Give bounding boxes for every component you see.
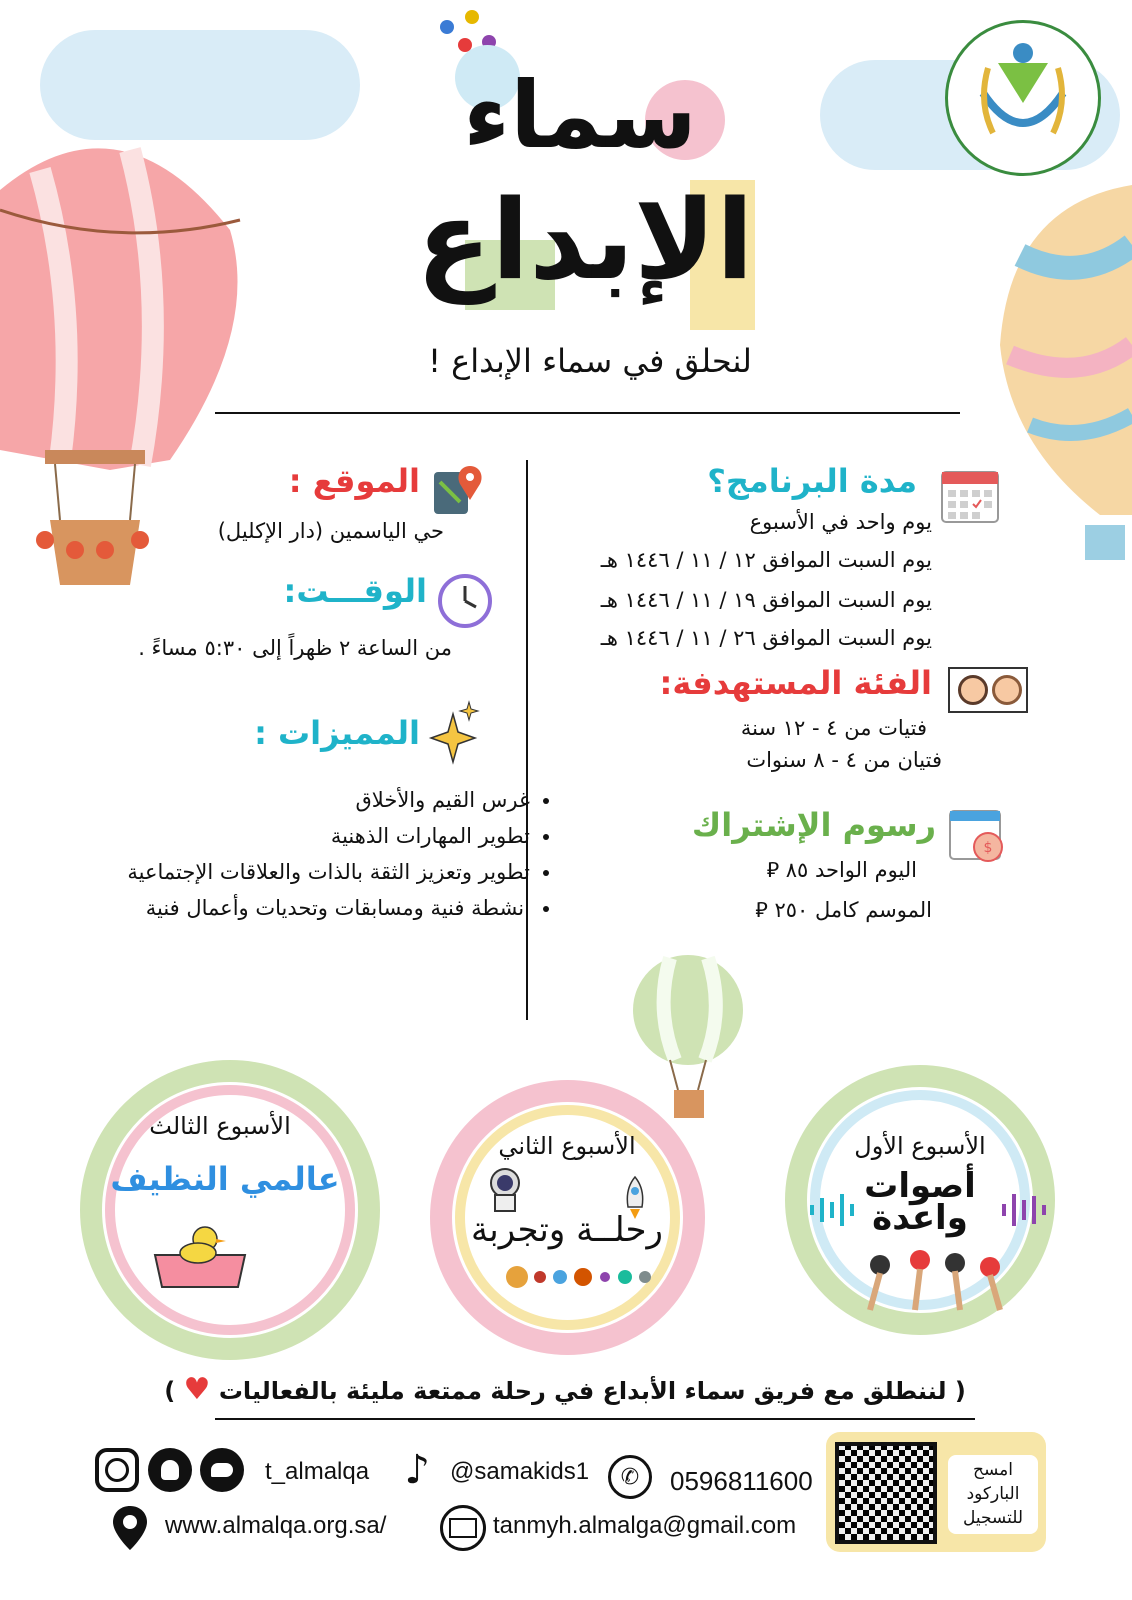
feature-item: • انشطة فنية ومسابقات وتحديات وأعمال فنية — [25, 896, 530, 920]
heart-icon: ♥ — [183, 1372, 211, 1407]
feature-item: • تطوير وتعزيز الثقة بالذات والعلاقات الإجتماعية — [25, 860, 530, 884]
fees-line-2-text: الموسم كامل ٢٥٠ — [774, 898, 932, 922]
week-1-label: الأسبوع الأول — [854, 1132, 986, 1160]
payment-calendar-icon — [948, 805, 1008, 865]
footer-note — [160, 1372, 970, 1407]
qr-code[interactable] — [835, 1442, 937, 1544]
fees-heading: رسوم الإشتراك — [691, 806, 936, 844]
week-3-title: عالمي النظيف — [110, 1160, 340, 1198]
microphones-icon — [855, 1245, 1015, 1315]
features-list — [25, 788, 560, 932]
snapchat-icon[interactable] — [148, 1448, 192, 1492]
week-2-title: رحلــة وتجربة — [471, 1210, 663, 1250]
website-link[interactable]: www.almalqa.org.sa/ — [165, 1512, 387, 1539]
email-address[interactable]: tanmyh.almalga@gmail.com — [493, 1512, 797, 1539]
sound-wave-icon — [808, 1190, 1048, 1230]
fees-line-1-text: اليوم الواحد ٨٥ — [785, 858, 917, 882]
riyal-symbol: ⃁ — [755, 898, 768, 922]
phone-icon[interactable]: ✆ — [608, 1455, 652, 1499]
paren-close: ) — [164, 1377, 176, 1405]
qr-label: امسح الباركود للتسجيل — [948, 1455, 1038, 1534]
tiktok-handle[interactable]: t_almalqa — [265, 1458, 370, 1485]
week-2-label: الأسبوع الثاني — [498, 1132, 636, 1160]
logo-emblem-icon — [948, 23, 1098, 173]
duration-line-2: يوم السبت الموافق ١٢ / ١١ / ١٤٤٦ هـ — [600, 548, 932, 572]
title-line-2: الإبداع — [416, 176, 754, 304]
footer-note-text: لننطلق مع فريق سماء الأبداع في رحلة ممتعة مليئة بالفعاليات — [218, 1377, 947, 1405]
subtitle: لنحلق في سماء الإبداع ! — [428, 342, 752, 380]
location-pin-icon — [108, 1504, 152, 1552]
duration-line-4: يوم السبت الموافق ٢٦ / ١١ / ١٤٤٦ هـ — [600, 626, 932, 650]
target-line-1: فتيات من ٤ - ١٢ سنة — [740, 716, 927, 740]
balloon-left-icon — [0, 130, 250, 600]
week-3-label: الأسبوع الثالث — [149, 1112, 291, 1140]
map-pin-icon — [430, 462, 486, 518]
organization-logo — [945, 20, 1101, 176]
cloud-top-left — [40, 30, 360, 140]
instagram-icon[interactable] — [95, 1448, 139, 1492]
duration-line-3: يوم السبت الموافق ١٩ / ١١ / ١٤٤٦ هـ — [600, 588, 932, 612]
target-line-2: فتيان من ٤ - ٨ سنوات — [746, 748, 942, 772]
fees-line-1 — [767, 858, 917, 883]
bathtub-duck-icon — [150, 1215, 250, 1295]
children-icon — [948, 667, 1028, 713]
social-handle[interactable]: @samakids1 — [450, 1458, 590, 1485]
clock-icon — [436, 572, 494, 630]
tiktok-icon[interactable]: ♪ — [404, 1447, 430, 1493]
location-heading: الموقع : — [288, 462, 420, 500]
title-line-1: سماء — [463, 62, 697, 169]
target-heading: الفئة المستهدفة: — [659, 664, 932, 702]
duration-line-1: يوم واحد في الأسبوع — [749, 510, 932, 534]
astronaut-icon — [475, 1165, 535, 1215]
calendar-icon — [940, 466, 1000, 524]
feature-item: • تطوير المهارات الذهنية — [25, 824, 530, 848]
twitter-icon[interactable] — [200, 1448, 244, 1492]
divider-bottom — [215, 1418, 975, 1420]
features-heading: المميزات : — [254, 714, 420, 752]
balloon-small-icon — [630, 950, 750, 1130]
fees-line-2 — [755, 898, 932, 923]
svg-text:$: $ — [983, 840, 993, 856]
divider-top — [215, 412, 960, 414]
time-text: من الساعة ٢ ظهراً إلى ٥:٣٠ مساءً . — [138, 636, 452, 660]
phone-number[interactable]: 0596811600 — [670, 1466, 813, 1496]
feature-item: • غرس القيم والأخلاق — [25, 788, 530, 812]
location-text: حي الياسمين (دار الإكليل) — [217, 519, 444, 543]
divider-vertical — [526, 460, 528, 1020]
planets-icon — [505, 1262, 655, 1292]
time-heading: الوقـــت: — [283, 572, 427, 610]
duration-heading: مدة البرنامج؟ — [707, 462, 917, 500]
week-1-title: أصوات واعدة — [864, 1166, 976, 1239]
email-icon[interactable] — [440, 1505, 486, 1551]
balloon-right-icon — [990, 185, 1132, 595]
riyal-symbol: ⃁ — [766, 858, 780, 882]
sparkles-icon — [425, 700, 481, 766]
paren-open: ( — [954, 1377, 966, 1405]
